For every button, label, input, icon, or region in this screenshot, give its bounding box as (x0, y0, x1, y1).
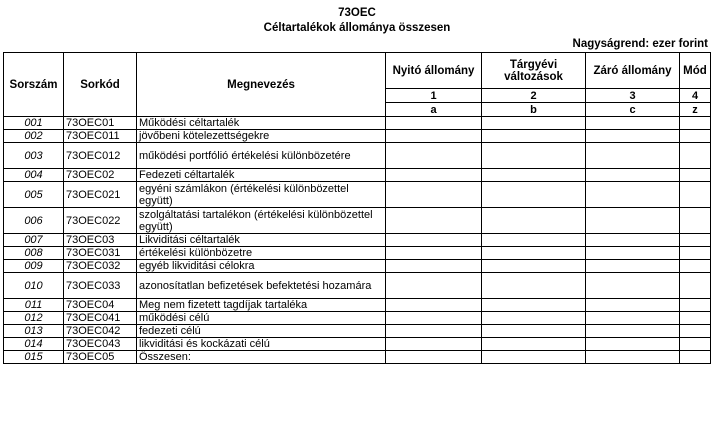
unit-label: Nagyságrend: ezer forint (572, 38, 708, 50)
row-code: 73OEC022 (64, 208, 137, 234)
row-code: 73OEC042 (64, 325, 137, 338)
col-letter: a (386, 103, 482, 117)
row-description: azonosítatlan befizetések befektetési hozamára (137, 273, 386, 299)
cell-mod[interactable] (680, 260, 711, 273)
cell-mod[interactable] (680, 130, 711, 143)
cell-targyevi-valtozasok[interactable] (482, 325, 586, 338)
header-targyevi: Tárgyévi változások (482, 53, 586, 89)
row-code: 73OEC05 (64, 351, 137, 364)
col-letter: c (586, 103, 680, 117)
row-index: 001 (4, 117, 64, 130)
cell-targyevi-valtozasok[interactable] (482, 143, 586, 169)
row-description: jövőbeni kötelezettségekre (137, 130, 386, 143)
cell-nyito-allomany[interactable] (386, 208, 482, 234)
cell-mod[interactable] (680, 234, 711, 247)
col-number: 4 (680, 89, 711, 103)
row-code: 73OEC02 (64, 169, 137, 182)
row-code: 73OEC033 (64, 273, 137, 299)
row-description: egyéni számlákon (értékelési különbözettel együtt) (137, 182, 386, 208)
cell-nyito-allomany[interactable] (386, 182, 482, 208)
cell-zaro-allomany[interactable] (586, 117, 680, 130)
row-code: 73OEC012 (64, 143, 137, 169)
row-description: Működési céltartalék (137, 117, 386, 130)
row-code: 73OEC04 (64, 299, 137, 312)
cell-zaro-allomany[interactable] (586, 299, 680, 312)
row-code: 73OEC032 (64, 260, 137, 273)
cell-targyevi-valtozasok[interactable] (482, 117, 586, 130)
header-sorkod: Sorkód (64, 53, 137, 117)
cell-mod[interactable] (680, 247, 711, 260)
cell-targyevi-valtozasok[interactable] (482, 273, 586, 299)
cell-mod[interactable] (680, 338, 711, 351)
col-number: 2 (482, 89, 586, 103)
row-index: 009 (4, 260, 64, 273)
row-index: 012 (4, 312, 64, 325)
table-row (4, 247, 711, 260)
table-row (4, 208, 711, 234)
cell-zaro-allomany[interactable] (586, 260, 680, 273)
cell-zaro-allomany[interactable] (586, 169, 680, 182)
cell-zaro-allomany[interactable] (586, 273, 680, 299)
row-code: 73OEC011 (64, 130, 137, 143)
report-table (3, 52, 711, 364)
col-letter: z (680, 103, 711, 117)
cell-targyevi-valtozasok[interactable] (482, 351, 586, 364)
cell-mod[interactable] (680, 273, 711, 299)
cell-zaro-allomany[interactable] (586, 247, 680, 260)
cell-targyevi-valtozasok[interactable] (482, 260, 586, 273)
cell-targyevi-valtozasok[interactable] (482, 182, 586, 208)
cell-nyito-allomany[interactable] (386, 247, 482, 260)
table-row (4, 299, 711, 312)
cell-mod[interactable] (680, 312, 711, 325)
row-index: 015 (4, 351, 64, 364)
cell-nyito-allomany[interactable] (386, 325, 482, 338)
row-description: Likviditási céltartalék (137, 234, 386, 247)
row-description: Összesen: (137, 351, 386, 364)
table-row (4, 273, 711, 299)
table-row (4, 130, 711, 143)
cell-mod[interactable] (680, 351, 711, 364)
row-code: 73OEC03 (64, 234, 137, 247)
row-code: 73OEC043 (64, 338, 137, 351)
table-row (4, 117, 711, 130)
table-body (4, 117, 711, 364)
row-description: fedezeti célú (137, 325, 386, 338)
row-index: 010 (4, 273, 64, 299)
cell-nyito-allomany[interactable] (386, 143, 482, 169)
header-nyito: Nyitó állomány (386, 53, 482, 89)
row-description: működési célú (137, 312, 386, 325)
cell-targyevi-valtozasok[interactable] (482, 312, 586, 325)
cell-zaro-allomany[interactable] (586, 234, 680, 247)
row-index: 006 (4, 208, 64, 234)
row-index: 011 (4, 299, 64, 312)
cell-mod[interactable] (680, 169, 711, 182)
cell-targyevi-valtozasok[interactable] (482, 338, 586, 351)
cell-targyevi-valtozasok[interactable] (482, 299, 586, 312)
row-index: 003 (4, 143, 64, 169)
col-number: 3 (586, 89, 680, 103)
table-row (4, 143, 711, 169)
cell-mod[interactable] (680, 325, 711, 338)
table-row (4, 351, 711, 364)
row-index: 002 (4, 130, 64, 143)
row-index: 005 (4, 182, 64, 208)
row-code: 73OEC031 (64, 247, 137, 260)
row-description: egyéb likviditási célokra (137, 260, 386, 273)
cell-mod[interactable] (680, 117, 711, 130)
cell-targyevi-valtozasok[interactable] (482, 208, 586, 234)
cell-zaro-allomany[interactable] (586, 312, 680, 325)
table-row (4, 234, 711, 247)
cell-targyevi-valtozasok[interactable] (482, 234, 586, 247)
form-code-title: 73OEC (338, 7, 376, 19)
header-zaro: Záró állomány (586, 53, 680, 89)
table-row (4, 312, 711, 325)
table-row (4, 325, 711, 338)
row-index: 014 (4, 338, 64, 351)
row-description: értékelési különbözetre (137, 247, 386, 260)
row-description: Meg nem fizetett tagdíjak tartaléka (137, 299, 386, 312)
cell-zaro-allomany[interactable] (586, 143, 680, 169)
table-row (4, 338, 711, 351)
row-description: likviditási és kockázati célú (137, 338, 386, 351)
col-number: 1 (386, 89, 482, 103)
header-sorszam: Sorszám (4, 53, 64, 117)
col-letter: b (482, 103, 586, 117)
row-index: 008 (4, 247, 64, 260)
form-name-title: Céltartalékok állománya összesen (263, 22, 451, 34)
cell-nyito-allomany[interactable] (386, 169, 482, 182)
row-code: 73OEC01 (64, 117, 137, 130)
cell-mod[interactable] (680, 208, 711, 234)
cell-mod[interactable] (680, 299, 711, 312)
cell-nyito-allomany[interactable] (386, 117, 482, 130)
cell-targyevi-valtozasok[interactable] (482, 169, 586, 182)
cell-nyito-allomany[interactable] (386, 234, 482, 247)
cell-nyito-allomany[interactable] (386, 130, 482, 143)
cell-zaro-allomany[interactable] (586, 182, 680, 208)
cell-nyito-allomany[interactable] (386, 312, 482, 325)
row-description: Fedezeti céltartalék (137, 169, 386, 182)
cell-zaro-allomany[interactable] (586, 351, 680, 364)
cell-nyito-allomany[interactable] (386, 351, 482, 364)
cell-nyito-allomany[interactable] (386, 338, 482, 351)
table-row (4, 260, 711, 273)
row-description: működési portfólió értékelési különbözetére (137, 143, 386, 169)
row-code: 73OEC041 (64, 312, 137, 325)
cell-zaro-allomany[interactable] (586, 338, 680, 351)
row-code: 73OEC021 (64, 182, 137, 208)
row-index: 004 (4, 169, 64, 182)
cell-targyevi-valtozasok[interactable] (482, 130, 586, 143)
cell-nyito-allomany[interactable] (386, 273, 482, 299)
cell-zaro-allomany[interactable] (586, 130, 680, 143)
cell-targyevi-valtozasok[interactable] (482, 247, 586, 260)
cell-nyito-allomany[interactable] (386, 299, 482, 312)
row-index: 007 (4, 234, 64, 247)
cell-zaro-allomany[interactable] (586, 325, 680, 338)
row-index: 013 (4, 325, 64, 338)
row-description: szolgáltatási tartalékon (értékelési különbözettel együtt) (137, 208, 386, 234)
header-megnevezes: Megnevezés (137, 53, 386, 117)
header-mod: Mód (680, 53, 711, 89)
cell-zaro-allomany[interactable] (586, 208, 680, 234)
table-row (4, 169, 711, 182)
cell-mod[interactable] (680, 143, 711, 169)
table-row (4, 182, 711, 208)
cell-nyito-allomany[interactable] (386, 260, 482, 273)
cell-mod[interactable] (680, 182, 711, 208)
